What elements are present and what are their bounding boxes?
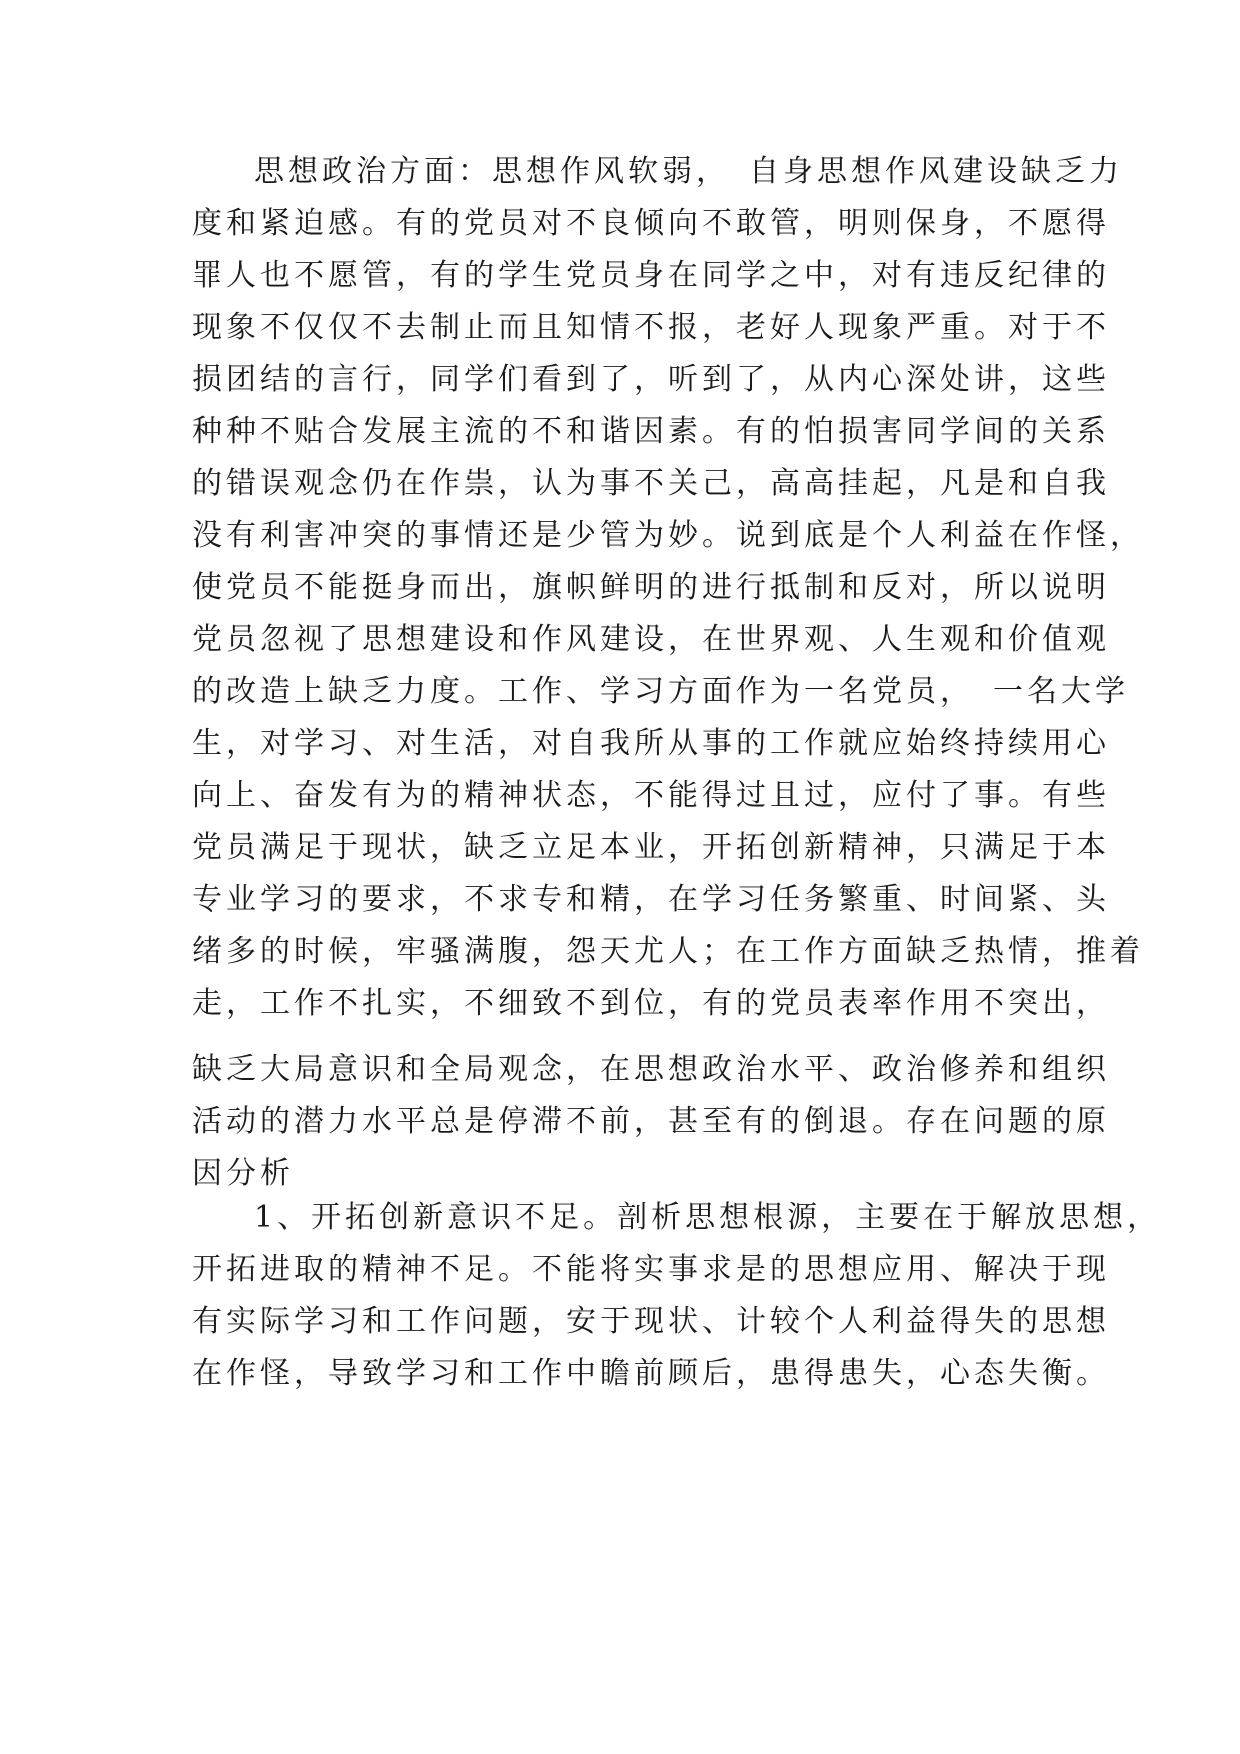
paragraph-line: 1、开拓创新意识不足。剖析思想根源，主要在于解放思想， bbox=[254, 1200, 1162, 1235]
paragraph-line: 向上、奋发有为的精神状态，不能得过且过，应付了事。有些 bbox=[192, 778, 1110, 813]
paragraph-line: 有实际学习和工作问题，安于现状、计较个人利益得失的思想 bbox=[192, 1304, 1110, 1339]
paragraph-line: 罪人也不愿管，有的学生党员身在同学之中，对有违反纪律的 bbox=[192, 258, 1110, 293]
paragraph-line: 走，工作不扎实，不细致不到位，有的党员表率作用不突出， bbox=[192, 986, 1110, 1021]
paragraph-line: 的改造上缺乏力度。工作、学习方面作为一名党员， 一名大学 bbox=[192, 674, 1129, 709]
paragraph-line: 种种不贴合发展主流的不和谐因素。有的怕损害同学间的关系 bbox=[192, 414, 1110, 449]
paragraph-political-thought bbox=[192, 146, 1144, 1030]
paragraph-line: 开拓进取的精神不足。不能将实事求是的思想应用、解决于现 bbox=[192, 1252, 1110, 1287]
paragraph-line: 生，对学习、对生活，对自我所从事的工作就应始终持续用心 bbox=[192, 726, 1110, 761]
paragraph-line: 使党员不能挺身而出，旗帜鲜明的进行抵制和反对，所以说明 bbox=[192, 570, 1110, 605]
paragraph-line: 在作怪，导致学习和工作中瞻前顾后，患得患失，心态失衡。 bbox=[192, 1356, 1110, 1391]
paragraph-line: 专业学习的要求，不求专和精，在学习任务繁重、时间紧、头 bbox=[192, 882, 1110, 917]
paragraph-line: 没有利害冲突的事情还是少管为妙。说到底是个人利益在作怪， bbox=[192, 518, 1144, 553]
paragraph-line: 缺乏大局意识和全局观念，在思想政治水平、政治修养和组织 bbox=[192, 1052, 1110, 1087]
paragraph-innovation-awareness bbox=[192, 1192, 1162, 1400]
paragraph-line: 活动的潜力水平总是停滞不前，甚至有的倒退。存在问题的原 bbox=[192, 1104, 1110, 1139]
paragraph-line: 绪多的时候，牢骚满腹，怨天尤人；在工作方面缺乏热情，推着 bbox=[192, 934, 1144, 969]
paragraph-overall-awareness bbox=[192, 1044, 1110, 1200]
paragraph-line: 的错误观念仍在作祟，认为事不关己，高高挂起，凡是和自我 bbox=[192, 466, 1110, 501]
paragraph-line: 党员忽视了思想建设和作风建设，在世界观、人生观和价值观 bbox=[192, 622, 1110, 657]
paragraph-line: 现象不仅仅不去制止而且知情不报，老好人现象严重。对于不 bbox=[192, 310, 1110, 345]
section-heading-cause-analysis: 因分析 bbox=[192, 1156, 294, 1191]
paragraph-line: 度和紧迫感。有的党员对不良倾向不敢管，明则保身，不愿得 bbox=[192, 206, 1110, 241]
paragraph-line: 思想政治方面：思想作风软弱， 自身思想作风建设缺乏力 bbox=[254, 154, 1123, 189]
paragraph-line: 损团结的言行，同学们看到了，听到了，从内心深处讲，这些 bbox=[192, 362, 1110, 397]
paragraph-line: 党员满足于现状，缺乏立足本业，开拓创新精神，只满足于本 bbox=[192, 830, 1110, 865]
